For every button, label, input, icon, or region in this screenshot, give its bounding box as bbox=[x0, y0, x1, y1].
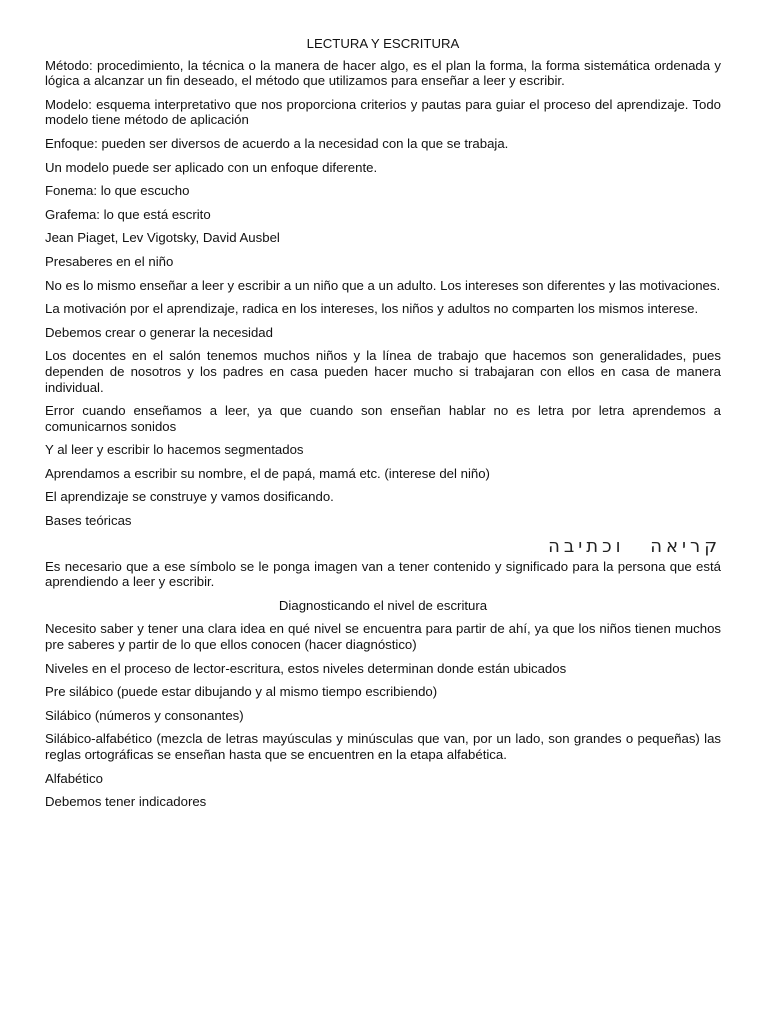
paragraph-error: Error cuando enseñamos a leer, ya que cuando son enseñan hablar no es letra por letra aprendemos a comunicarnos sonidos bbox=[45, 403, 721, 434]
paragraph-nombre: Aprendamos a escribir su nombre, el de papá, mamá etc. (interese del niño) bbox=[45, 465, 490, 481]
subheading-diagnostico: Diagnosticando el nivel de escritura bbox=[278, 597, 488, 613]
paragraph-modelo-enfoque: Un modelo puede ser aplicado con un enfoque diferente. bbox=[45, 159, 378, 175]
paragraph-necesidad: Debemos crear o generar la necesidad bbox=[45, 324, 273, 340]
paragraph-modelo: Modelo: esquema interpretativo que nos proporciona criterios y pautas para guiar el proceso del aprendizaje. Todo modelo tiene método de aplicación bbox=[45, 96, 721, 128]
paragraph-necesito: Necesito saber y tener una clara idea en qué nivel se encuentra para partir de ahí, ya que los niños tienen muchos pre saberes y partir de lo que ellos conocen (hacer diagnóstico) bbox=[45, 621, 721, 653]
paragraph-silabico-alfabetico: Silábico-alfabético (mezcla de letras mayúsculas y minúsculas que van, por un lado, son grandes o pequeñas) las reglas ortográficas se enseñan hasta que se encuentren en la etapa alfabética. bbox=[45, 731, 721, 762]
paragraph-autores: Jean Piaget, Lev Vigotsky, David Ausbel bbox=[45, 230, 280, 246]
document-page bbox=[45, 36, 721, 818]
paragraph-simbolo: Es necesario que a ese símbolo se le ponga imagen van a tener contenido y significado para la persona que está aprendiendo a leer y escribir. bbox=[45, 558, 721, 590]
paragraph-enfoque: Enfoque: pueden ser diversos de acuerdo a la necesidad con la que se trabaja. bbox=[45, 135, 509, 151]
paragraph-niveles: Niveles en el proceso de lector-escritura, estos niveles determinan donde están ubicados bbox=[45, 660, 567, 676]
paragraph-docentes: Los docentes en el salón tenemos muchos niños y la línea de trabajo que hacemos son generalidades, pues dependen de nosotros y los padres en casa pueden hacer mucho si trabajaran con ellos en casa de manera individual. bbox=[45, 348, 721, 395]
paragraph-grafema: Grafema: lo que está escrito bbox=[45, 206, 211, 222]
paragraph-segmentados: Y al leer y escribir lo hacemos segmentados bbox=[45, 442, 304, 458]
paragraph-indicadores: Debemos tener indicadores bbox=[45, 794, 207, 810]
paragraph-metodo: Método: procedimiento, la técnica o la manera de hacer algo, es el plan la forma, la forma sistemática ordenada y lógica a alcanzar un fin deseado, el método que utilizamos para enseñar a leer y escribir. bbox=[45, 57, 721, 89]
document-title: LECTURA Y ESCRITURA bbox=[306, 36, 460, 51]
paragraph-motivacion: La motivación por el aprendizaje, radica en los intereses, los niños y adultos no comparten los mismos interese. bbox=[45, 301, 699, 317]
paragraph-presaberes: Presaberes en el niño bbox=[45, 253, 174, 269]
paragraph-aprendizaje: El aprendizaje se construye y vamos dosificando. bbox=[45, 489, 334, 505]
paragraph-nino-adulto: No es lo mismo enseñar a leer y escribir a un niño que a un adulto. Los intereses son diferentes y las motivaciones. bbox=[45, 277, 721, 293]
paragraph-alfabetico: Alfabético bbox=[45, 770, 103, 786]
hebrew-text: קריאה וכתיבה bbox=[548, 535, 721, 557]
paragraph-bases: Bases teóricas bbox=[45, 513, 132, 529]
paragraph-presilabico: Pre silábico (puede estar dibujando y al mismo tiempo escribiendo) bbox=[45, 684, 438, 700]
paragraph-fonema: Fonema: lo que escucho bbox=[45, 183, 190, 199]
paragraph-silabico: Silábico (números y consonantes) bbox=[45, 707, 244, 723]
